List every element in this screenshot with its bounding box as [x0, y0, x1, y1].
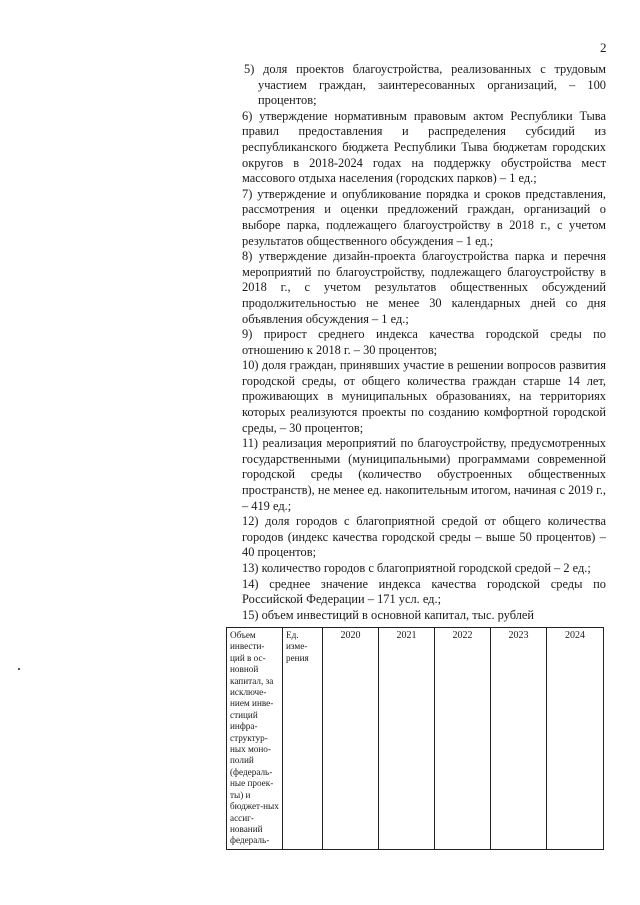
list-item-14: 14) среднее значение индекса качества городской среды по Российской Федерации – 171 усл. ед.; — [242, 576, 606, 607]
table-year-2021: 2021 — [379, 628, 435, 850]
investment-table — [226, 627, 604, 850]
list-item-11: 11) реализация мероприятий по благоустройству, предусмотренных государственными (муниципальными) программами современной городской среды (количество обустроенных общественных пространств), не менее ед. накопительным итогом, начиная с 2019 г., – 419 ед.; — [242, 436, 606, 513]
list-item-15: 15) объем инвестиций в основной капитал, тыс. рублей — [242, 607, 535, 622]
list-item-13: 13) количество городов с благоприятной городской средой – 2 ед.; — [242, 561, 591, 575]
document-body — [242, 62, 606, 623]
list-item-5: 5) доля проектов благоустройства, реализованных с трудовым участием граждан, заинтересованных организаций, – 100 процентов; — [244, 62, 606, 108]
table-year-2024: 2024 — [547, 628, 604, 850]
list-item-8: 8) утверждение дизайн-проекта благоустройства парка и перечня мероприятий по благоустройству, подлежащего благоустройству в 2018 г., с учетом результатов общественных обсуждений продолжительностью не менее 30 календарных дней со дня объявления обсуждения – 1 ед.; — [242, 249, 606, 326]
table-year-2022: 2022 — [435, 628, 491, 850]
table-unit-header: Ед. изме-рения — [283, 628, 323, 850]
table-year-2020: 2020 — [323, 628, 379, 850]
list-item-9: 9) прирост среднего индекса качества городской среды по отношению к 2018 г. – 30 процентов; — [242, 327, 606, 357]
table-row — [227, 628, 604, 850]
scan-speck — [18, 668, 20, 670]
table-year-2023: 2023 — [491, 628, 547, 850]
list-item-12: 12) доля городов с благоприятной средой от общего количества городов (индекс качества городской среды – выше 50 процентов) – 40 процентов; — [242, 514, 606, 560]
table-row-label: Объем инвести-ций в ос-новной капитал, за исключе-нием инве-стиций инфра-структур-ных моно-полий (федераль-ные проек-ты) и бюджет-ных ассиг-нований федераль- — [227, 628, 283, 850]
list-item-10: 10) доля граждан, принявших участие в решении вопросов развития городской среды, от общего количества граждан старше 14 лет, проживающих в муниципальных образованиях, на территориях которых реализуются проекты по созданию комфортной городской среды, – 30 процентов; — [242, 358, 606, 435]
list-item-7: 7) утверждение и опубликование порядка и сроков представления, рассмотрения и оценки предложений граждан, организаций о выборе парка, подлежащего благоустройству в 2018 г., с учетом результатов общественного обсуждения – 1 ед.; — [242, 186, 606, 248]
list-item-6: 6) утверждение нормативным правовым актом Республики Тыва правил предоставления и распределения субсидий из республиканского бюджета Республики Тыва бюджетам городских округов в 2018-2024 годах на поддержку обустройства мест массового отдыха населения (городских парков) – 1 ед.; — [242, 108, 606, 186]
page-number: 2 — [600, 40, 607, 55]
